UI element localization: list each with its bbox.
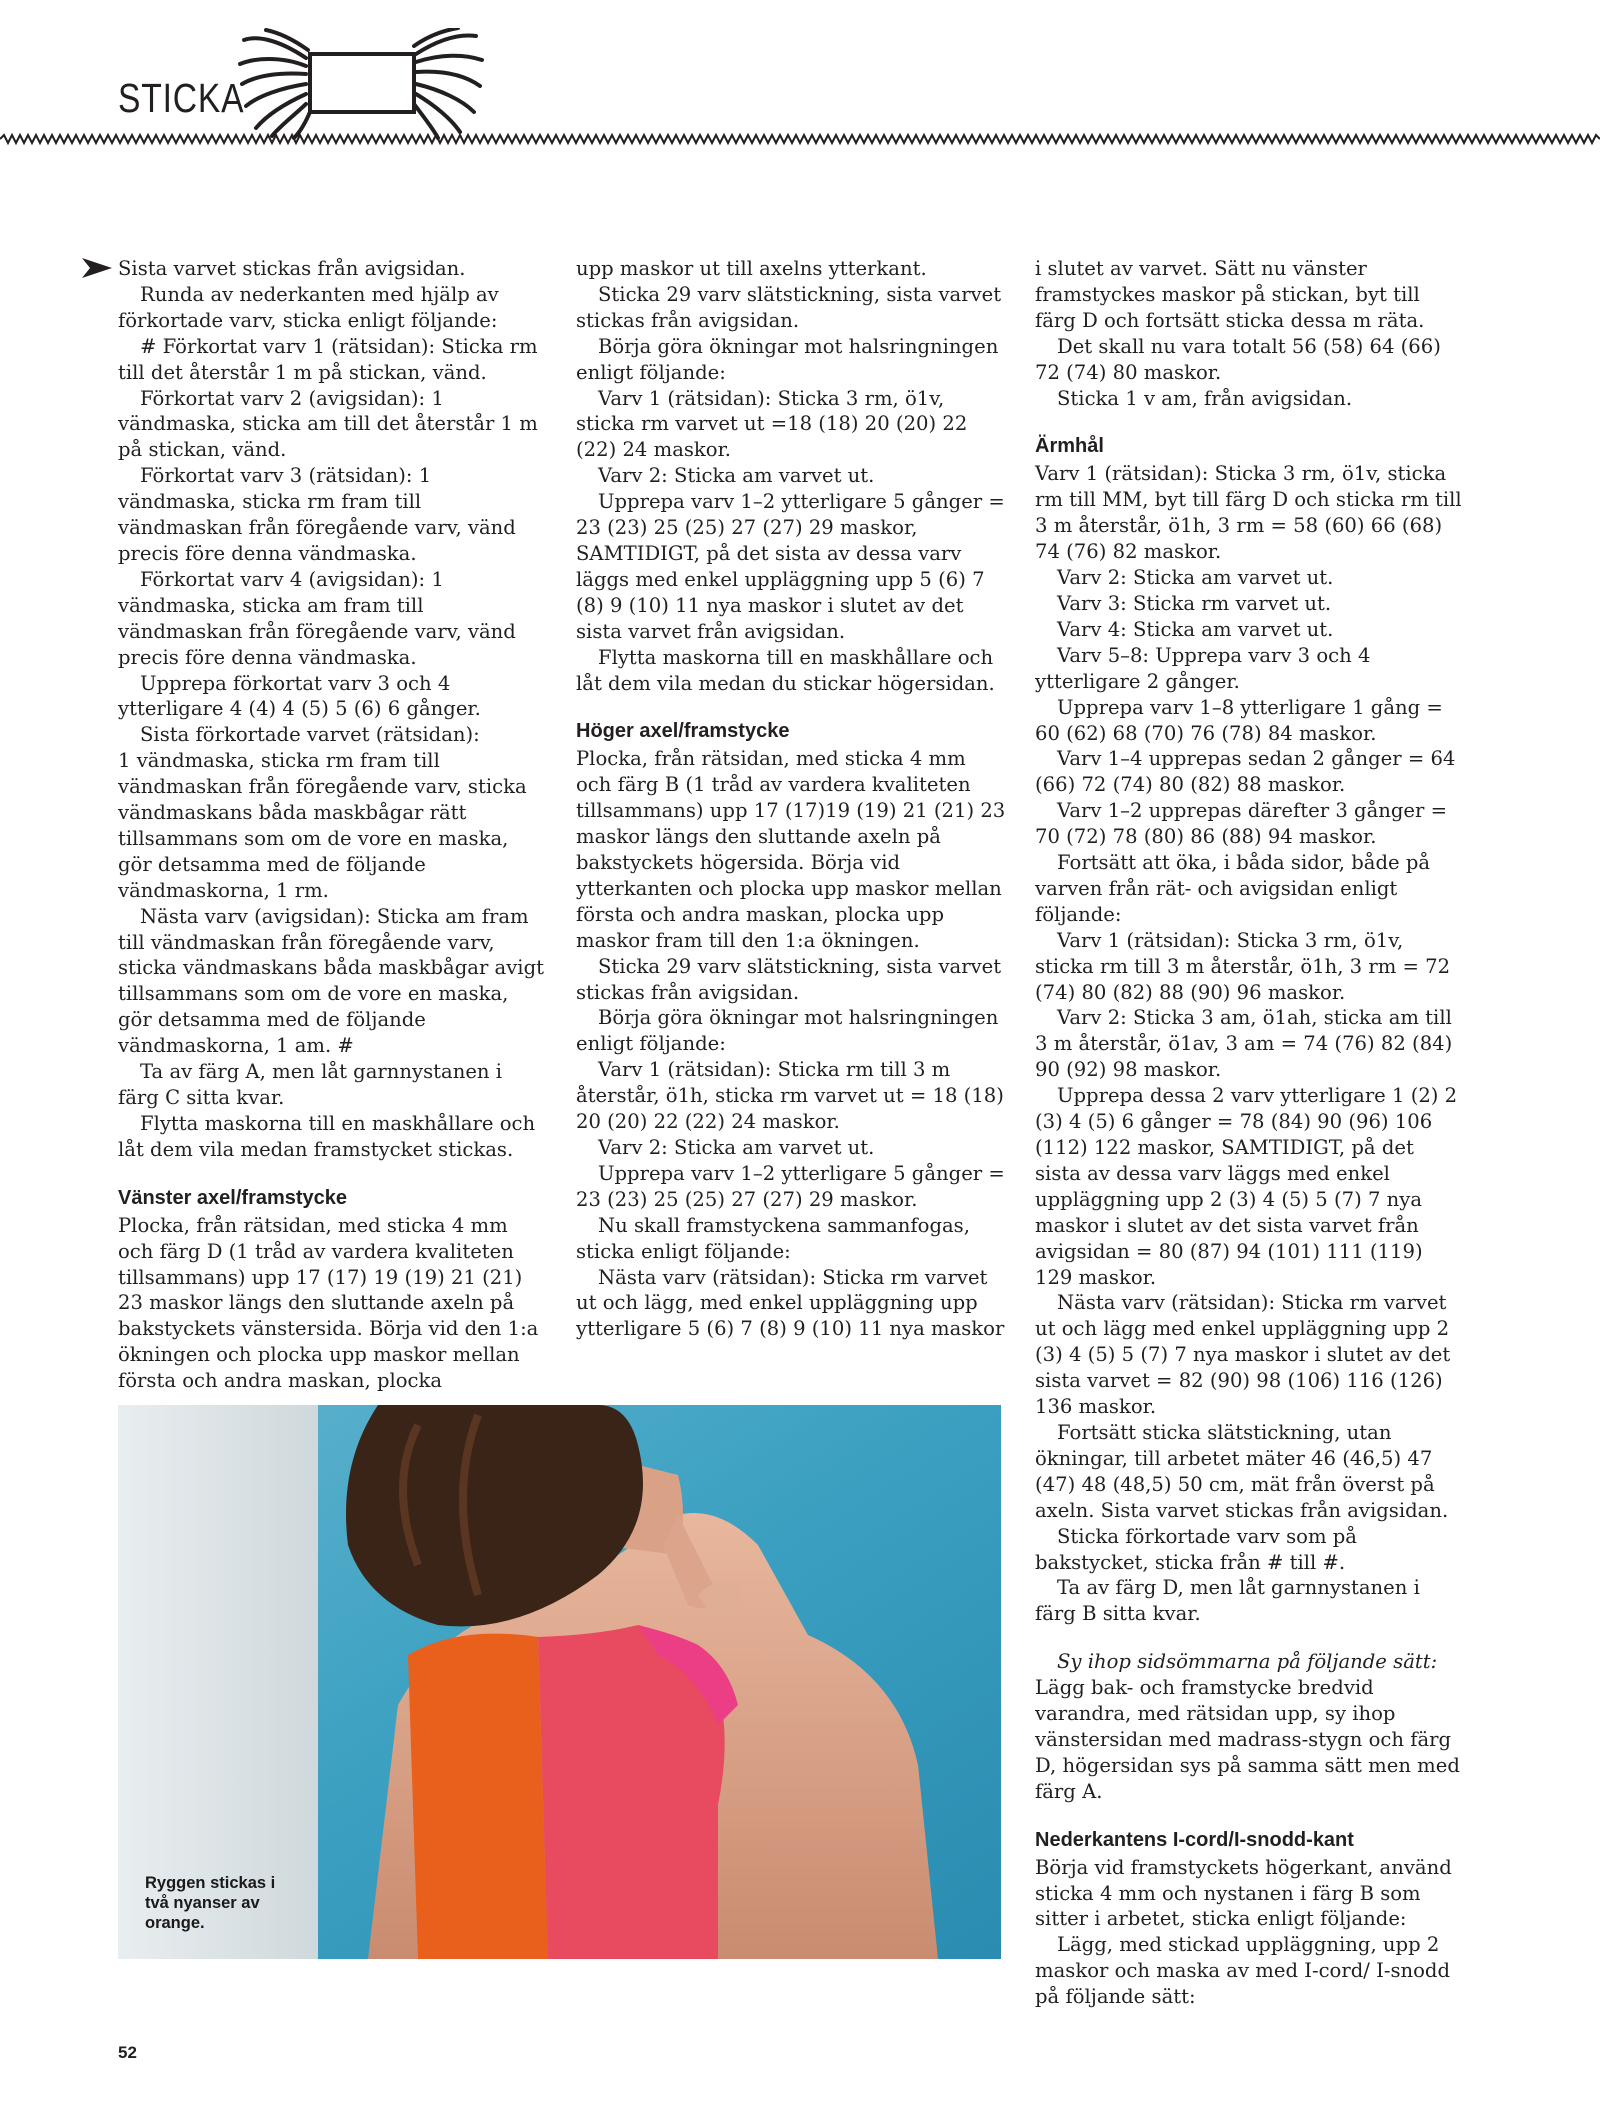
paragraph: Varv 2: Sticka am varvet ut. [598, 464, 875, 488]
paragraph: Flytta maskorna till en maskhållare och låt dem vila medan framstycket stickas. [118, 1111, 536, 1161]
paragraph: Upprepa förkortat varv 3 och 4 ytterligare 4 (4) 4 (5) 5 (6) 6 gånger. [118, 671, 481, 721]
paragraph: Lägg bak- och framstycke bredvid varandra, med rätsidan upp, sy ihop vänstersidan med madrass-stygn och färg D, högersidan sys på samma sätt men med färg A. [1035, 1676, 1460, 1803]
section-heading: Vänster axel/framstycke [118, 1186, 348, 1209]
paragraph: Sticka förkortade varv som på bakstycket, sticka från # till #. [1035, 1524, 1357, 1574]
paragraph: Plocka, från rätsidan, med sticka 4 mm och färg D (1 tråd av vardera kvaliteten tillsammans) upp 17 (17) 19 (19) 21 (21) 23 maskor längs den sluttande axeln på bakstyckets vänstersida. Börja vid den 1:a ökningen och plocka upp maskor mellan första och andra maskan, plocka [118, 1213, 539, 1393]
paragraph: Börja göra ökningar mot halsringningen enligt följande: [576, 1006, 999, 1056]
paragraph: Det skall nu vara totalt 56 (58) 64 (66) 72 (74) 80 maskor. [1035, 334, 1441, 384]
paragraph: Fortsätt att öka, i båda sidor, både på varven från rät- och avigsidan enligt följande: [1035, 851, 1431, 926]
paragraph: Fortsätt sticka slätstickning, utan ökningar, till arbetet mäter 46 (46,5) 47 (47) 48 (48,5) 50 cm, mät från överst på axeln. Sista varvet stickas från avigsidan. [1035, 1420, 1449, 1522]
paragraph: Sista varvet stickas från avigsidan. [118, 257, 466, 280]
paragraph: Runda av nederkanten med hjälp av förkortade varv, sticka enligt följande: [118, 282, 499, 332]
paragraph: Varv 2: Sticka am varvet ut. [1057, 566, 1334, 590]
paragraph: Upprepa varv 1–2 ytterligare 5 gånger = 23 (23) 25 (25) 27 (27) 29 maskor. [576, 1161, 1005, 1211]
zigzag-divider [0, 132, 1600, 146]
paragraph: Sticka 29 varv slätstickning, sista varvet stickas från avigsidan. [576, 282, 1002, 332]
continuation-arrow-icon [82, 258, 112, 278]
paragraph: Varv 5–8: Upprepa varv 3 och 4 ytterligare 2 gånger. [1035, 643, 1371, 693]
paragraph: Varv 2: Sticka 3 am, ö1ah, sticka am till 3 m återstår, ö1av, 3 am = 74 (76) 82 (84) 90 (92) 98 maskor. [1035, 1006, 1453, 1082]
paragraph: Varv 1 (rätsidan): Sticka 3 rm, ö1v, sticka rm till MM, byt till färg D och sticka rm till 3 m återstår, ö1h, 3 rm = 58 (60) 66 (68) 74 (76) 82 maskor. [1035, 462, 1462, 564]
paragraph: Nästa varv (avigsidan): Sticka am fram till vändmaskan från föregående varv, sticka vändmaskans båda maskbågar avigt tillsammans som om de vore en maska, gör detsamma med de följande vändmaskorna, 1 am. # [118, 904, 544, 1058]
paragraph: Sista förkortade varvet (rätsidan): [140, 723, 480, 747]
paragraph: Varv 1 (rätsidan): Sticka rm till 3 m återstår, ö1h, sticka rm varvet ut = 18 (18) 20 (20) 22 (22) 24 maskor. [576, 1058, 1004, 1134]
paragraph: Varv 1–2 upprepas därefter 3 gånger = 70 (72) 78 (80) 86 (88) 94 maskor. [1035, 799, 1448, 849]
paragraph: Upprepa varv 1–2 ytterligare 5 gånger = 23 (23) 25 (25) 27 (27) 29 maskor, SAMTIDIGT, på det sista av dessa varv läggs med enkel uppläggning upp 5 (6) 7 (8) 9 (10) 11 nya maskor i slutet av det sista varvet från avigsidan. [576, 490, 1005, 643]
paragraph: Varv 1–4 upprepas sedan 2 gånger = 64 (66) 72 (74) 80 (82) 88 maskor. [1035, 747, 1456, 797]
paragraph: Sticka 29 varv slätstickning, sista varvet stickas från avigsidan. [576, 954, 1002, 1004]
paragraph: Varv 4: Sticka am varvet ut. [1057, 617, 1334, 641]
paragraph: Ta av färg D, men låt garnnystanen i färg B sitta kvar. [1035, 1576, 1420, 1626]
paragraph: Nästa varv (rätsidan): Sticka rm varvet ut och lägg med enkel uppläggning upp 2 (3) 4 (5) 5 (7) 7 nya maskor i slutet av det sista varvet = 82 (90) 98 (106) 116 (126) 136 maskor. [1035, 1291, 1451, 1419]
paragraph: Förkortat varv 3 (rätsidan): 1 vändmaska, sticka rm fram till vändmaskan från föregående varv, vänd precis före denna vändmaska. [118, 464, 516, 565]
paragraph: i slutet av varvet. Sätt nu vänster framstyckes maskor på stickan, byt till färg D och fortsätt sticka dessa m räta. [1035, 257, 1425, 332]
section-heading: Nederkantens I-cord/I-snodd-kant [1035, 1828, 1354, 1851]
paragraph: Plocka, från rätsidan, med sticka 4 mm och färg B (1 tråd av vardera kvaliteten tillsammans) upp 17 (17)19 (19) 21 (21) 23 maskor längs den sluttande axeln på bakstyckets högersida. Börja vid ytterkanten och plocka upp maskor mellan första och andra maskan, plocka upp maskor fram till den 1:a ökningen. [576, 747, 1006, 952]
paragraph: Upprepa dessa 2 varv ytterligare 1 (2) 2 (3) 4 (5) 6 gånger = 78 (84) 90 (96) 106 (112) 122 maskor, SAMTIDIGT, på det sista av dessa varv läggs med enkel uppläggning upp 2 (3) 4 (5) 5 (7) 7 nya maskor i slutet av det sista varvet från avigsidan = 80 (87) 94 (101) 111 (119) 129 maskor. [1035, 1084, 1458, 1289]
paragraph: Nästa varv (rätsidan): Sticka rm varvet ut och lägg, med enkel uppläggning upp ytterligare 5 (6) 7 (8) 9 (10) 11 nya maskor [576, 1265, 1005, 1341]
section-heading: Höger axel/framstycke [576, 720, 790, 743]
paragraph: Upprepa varv 1–8 ytterligare 1 gång = 60 (62) 68 (70) 76 (78) 84 maskor. [1035, 695, 1443, 745]
paragraph: Sticka 1 v am, från avigsidan. [1057, 386, 1353, 410]
paragraph: 1 vändmaska, sticka rm fram till vändmaskan från föregående varv, sticka vändmaskans båda maskbågar rätt tillsammans som om de vore en maska, gör detsamma med de följande vändmaskorna, 1 rm. [118, 749, 527, 902]
paragraph: Varv 3: Sticka rm varvet ut. [1057, 591, 1332, 615]
section-heading: Ärmhål [1035, 435, 1104, 458]
paragraph: upp maskor ut till axelns ytterkant. [576, 257, 927, 280]
section-title: STICKA [118, 75, 245, 121]
paragraph: Varv 2: Sticka am varvet ut. [598, 1136, 875, 1159]
paragraph: Lägg, med stickad uppläggning, upp 2 maskor och maska av med I-cord/ I-snodd på följande sätt: [1035, 1933, 1451, 2009]
text-column-1 [118, 256, 548, 1394]
paragraph: Nu skall framstyckena sammanfogas, sticka enligt följande: [576, 1213, 970, 1263]
paragraph: Flytta maskorna till en maskhållare och låt dem vila medan du stickar högersidan. [576, 645, 995, 695]
paragraph: Förkortat varv 2 (avigsidan): 1 vändmaska, sticka am till det återstår 1 m på stickan, vänd. [118, 386, 538, 462]
page-number: 52 [118, 2043, 137, 2062]
paragraph: Varv 1 (rätsidan): Sticka 3 rm, ö1v, sticka rm till 3 m återstår, ö1h, 3 rm = 72 (74) 80 (82) 88 (90) 96 maskor. [1035, 928, 1451, 1004]
text-column-2 [576, 256, 1006, 1342]
paragraph: Ta av färg A, men låt garnnystanen i färg C sitta kvar. [118, 1060, 503, 1109]
paragraph: Förkortat varv 4 (avigsidan): 1 vändmaska, sticka am fram till vändmaskan från föregående varv, vänd precis före denna vändmaska. [118, 567, 516, 669]
paragraph: Börja göra ökningar mot halsringningen enligt följande: [576, 334, 999, 384]
caption-text: Ryggen stickas i två nyanser av orange. [145, 1874, 276, 1932]
paragraph: Börja vid framstyckets högerkant, använd sticka 4 mm och nystanen i färg B som sitter i arbetet, sticka enligt följande: [1035, 1855, 1452, 1931]
photo-caption [145, 1873, 280, 1933]
page-header [0, 0, 1600, 150]
text-column-3 [1035, 256, 1465, 2010]
italic-subheading: Sy ihop sidsömmarna på följande sätt: [1057, 1650, 1438, 1674]
paragraph: Varv 1 (rätsidan): Sticka 3 rm, ö1v, sticka rm varvet ut =18 (18) 20 (20) 22 (22) 24 maskor. [576, 386, 968, 462]
yarn-skein-icon [236, 28, 486, 140]
paragraph: # Förkortat varv 1 (rätsidan): Sticka rm till det återstår 1 m på stickan, vänd. [118, 334, 538, 384]
